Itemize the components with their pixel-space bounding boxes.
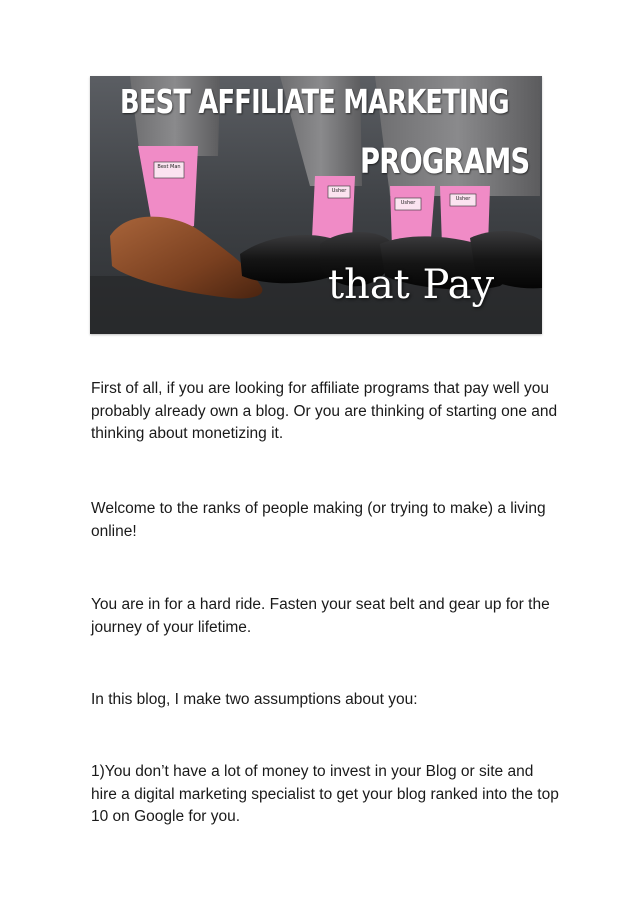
hero-image: [90, 76, 542, 334]
paragraph-assumption-1: 1)You don’t have a lot of money to invest in your Blog or site and hire a digital marketing specialist to get your blog ranked into the top 10 on Google for you.: [91, 763, 559, 825]
sock-label-best-man: Best Man: [157, 164, 181, 170]
sock-label-usher-3: Usher: [455, 196, 471, 202]
paragraph-assumptions: In this blog, I make two assumptions about you:: [91, 691, 418, 708]
hero-title-line2: PROGRAMS: [360, 142, 530, 182]
paragraph-welcome: Welcome to the ranks of people making (or trying to make) a living online!: [91, 500, 546, 540]
sock-label-usher-1: Usher: [331, 188, 347, 194]
hero-subtitle: that Pay: [328, 262, 495, 308]
paragraph-intro: First of all, if you are looking for affiliate programs that pay well you probably already own a blog. Or you are thinking of starting one and thinking about monetizing it.: [91, 380, 558, 442]
sock-label-usher-2: Usher: [400, 200, 416, 206]
hero-title-line1: BEST AFFILIATE MARKETING: [120, 82, 509, 121]
paragraph-hard-ride: You are in for a hard ride. Fasten your seat belt and gear up for the journey of your lifetime.: [91, 596, 550, 636]
